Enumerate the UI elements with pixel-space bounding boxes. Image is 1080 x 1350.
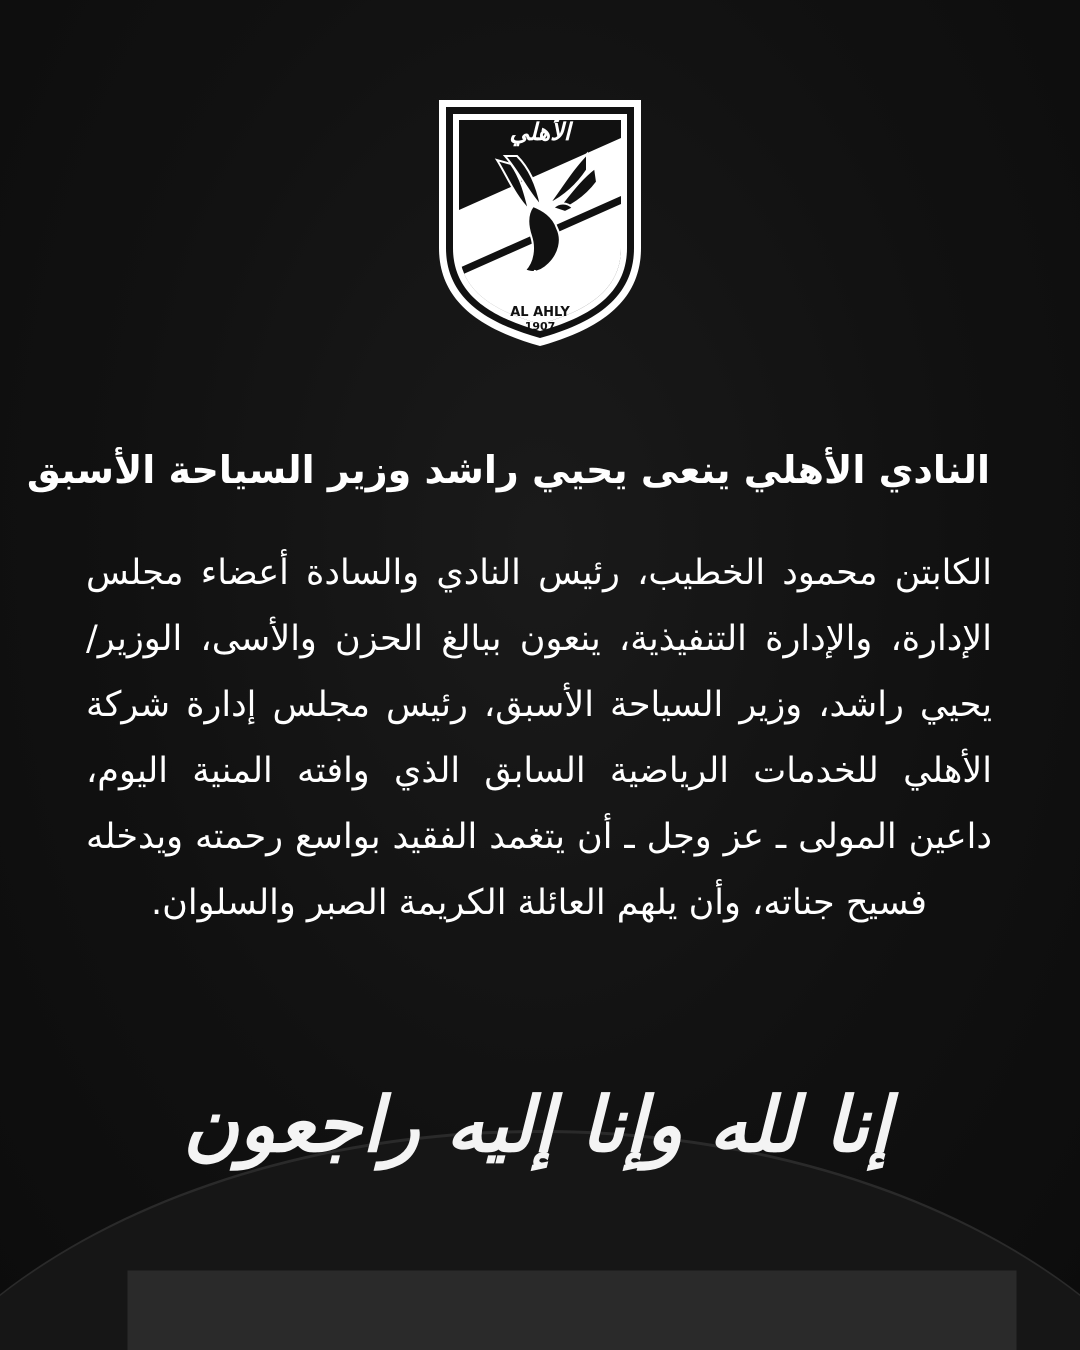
condolence-message: الكابتن محمود الخطيب، رئيس النادي والسادة أعضاء مجلس الإدارة، والإدارة التنفيذية، ينعون ببالغ الحزن والأسى، الوزير/ يحيي راشد، وزير السياحة الأسبق، رئيس مجلس إدارة شركة الأهلي للخدمات الرياضية السابق الذي وافته المنية اليوم، داعين المولى ـ عز وجل ـ أن يتغمد الفقيد بواسع رحمته ويدخله فسيح جناته، وأن يلهم العائلة الكريمة الصبر والسلوان. xyxy=(86,553,992,923)
logo-latin-name: AL AHLY xyxy=(510,305,570,320)
eagle-crest-icon xyxy=(437,98,643,348)
quran-verse-calligraphy: إنا لله وإنا إليه راجعون xyxy=(183,1080,890,1169)
logo-year: 1907 xyxy=(524,320,556,333)
logo-arabic-name: الأهلي xyxy=(509,117,571,146)
page-title: النادي الأهلي ينعى يحيي راشد وزير السياحة الأسبق xyxy=(26,448,990,492)
al-ahly-logo xyxy=(437,98,643,348)
